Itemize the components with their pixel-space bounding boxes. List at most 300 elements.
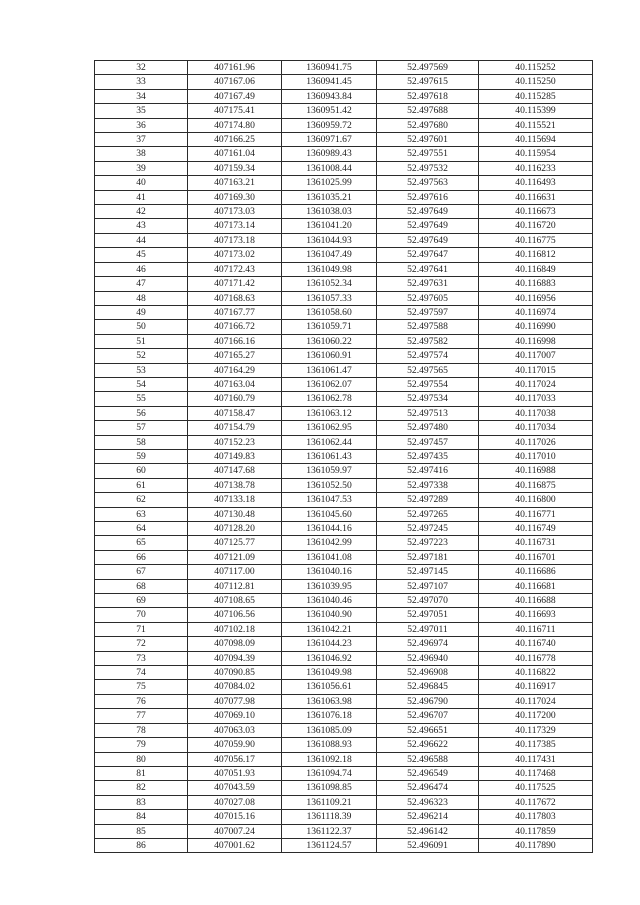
point-number-cell: 34	[95, 89, 188, 103]
longitude-cell: 40.117034	[479, 421, 593, 435]
latitude-cell: 52.496845	[377, 680, 479, 694]
point-number-cell: 71	[95, 622, 188, 636]
table-row	[95, 522, 593, 536]
longitude-cell: 40.117525	[479, 781, 593, 795]
point-number-cell: 51	[95, 334, 188, 348]
x-coordinate-cell: 407077.98	[188, 694, 282, 708]
y-coordinate-cell: 1361042.99	[282, 536, 377, 550]
y-coordinate-cell: 1361062.78	[282, 392, 377, 406]
y-coordinate-cell: 1361049.98	[282, 262, 377, 276]
y-coordinate-cell: 1361052.50	[282, 478, 377, 492]
y-coordinate-cell: 1361035.21	[282, 190, 377, 204]
y-coordinate-cell: 1361092.18	[282, 752, 377, 766]
latitude-cell: 52.497513	[377, 406, 479, 420]
y-coordinate-cell: 1361040.46	[282, 594, 377, 608]
point-number-cell: 70	[95, 608, 188, 622]
longitude-cell: 40.117038	[479, 406, 593, 420]
longitude-cell: 40.117385	[479, 738, 593, 752]
point-number-cell: 81	[95, 766, 188, 780]
longitude-cell: 40.115694	[479, 133, 593, 147]
x-coordinate-cell: 407125.77	[188, 536, 282, 550]
latitude-cell: 52.497649	[377, 219, 479, 233]
latitude-cell: 52.497223	[377, 536, 479, 550]
longitude-cell: 40.116681	[479, 579, 593, 593]
table-row	[95, 334, 593, 348]
table-row	[95, 435, 593, 449]
point-number-cell: 42	[95, 205, 188, 219]
latitude-cell: 52.497145	[377, 565, 479, 579]
table-row	[95, 680, 593, 694]
x-coordinate-cell: 407051.93	[188, 766, 282, 780]
latitude-cell: 52.496622	[377, 738, 479, 752]
longitude-cell: 40.115521	[479, 118, 593, 132]
table-row	[95, 305, 593, 319]
x-coordinate-cell: 407094.39	[188, 651, 282, 665]
longitude-cell: 40.116990	[479, 320, 593, 334]
y-coordinate-cell: 1361040.90	[282, 608, 377, 622]
table-row	[95, 118, 593, 132]
longitude-cell: 40.116800	[479, 493, 593, 507]
x-coordinate-cell: 407063.03	[188, 723, 282, 737]
latitude-cell: 52.496091	[377, 838, 479, 852]
point-number-cell: 39	[95, 161, 188, 175]
point-number-cell: 48	[95, 291, 188, 305]
longitude-cell: 40.117859	[479, 824, 593, 838]
table-row	[95, 637, 593, 651]
y-coordinate-cell: 1361062.44	[282, 435, 377, 449]
x-coordinate-cell: 407161.04	[188, 147, 282, 161]
latitude-cell: 52.497011	[377, 622, 479, 636]
point-number-cell: 49	[95, 305, 188, 319]
y-coordinate-cell: 1361124.57	[282, 838, 377, 852]
x-coordinate-cell: 407015.16	[188, 810, 282, 824]
x-coordinate-cell: 407102.18	[188, 622, 282, 636]
table-row	[95, 219, 593, 233]
table-row	[95, 781, 593, 795]
table-row	[95, 723, 593, 737]
longitude-cell: 40.116771	[479, 507, 593, 521]
y-coordinate-cell: 1361044.23	[282, 637, 377, 651]
y-coordinate-cell: 1361094.74	[282, 766, 377, 780]
x-coordinate-cell: 407173.03	[188, 205, 282, 219]
longitude-cell: 40.116849	[479, 262, 593, 276]
point-number-cell: 40	[95, 176, 188, 190]
table-row	[95, 277, 593, 291]
longitude-cell: 40.116233	[479, 161, 593, 175]
table-row	[95, 363, 593, 377]
point-number-cell: 53	[95, 363, 188, 377]
longitude-cell: 40.117024	[479, 377, 593, 391]
x-coordinate-cell: 407173.02	[188, 248, 282, 262]
longitude-cell: 40.117200	[479, 709, 593, 723]
latitude-cell: 52.496651	[377, 723, 479, 737]
y-coordinate-cell: 1361059.71	[282, 320, 377, 334]
table-row	[95, 349, 593, 363]
latitude-cell: 52.497289	[377, 493, 479, 507]
x-coordinate-cell: 407147.68	[188, 464, 282, 478]
y-coordinate-cell: 1361058.60	[282, 305, 377, 319]
coordinates-table-body	[95, 61, 593, 853]
table-row	[95, 738, 593, 752]
y-coordinate-cell: 1361008.44	[282, 161, 377, 175]
table-row	[95, 392, 593, 406]
longitude-cell: 40.116686	[479, 565, 593, 579]
y-coordinate-cell: 1361049.98	[282, 666, 377, 680]
latitude-cell: 52.496974	[377, 637, 479, 651]
y-coordinate-cell: 1361122.37	[282, 824, 377, 838]
point-number-cell: 60	[95, 464, 188, 478]
longitude-cell: 40.116701	[479, 550, 593, 564]
point-number-cell: 61	[95, 478, 188, 492]
latitude-cell: 52.497534	[377, 392, 479, 406]
longitude-cell: 40.116812	[479, 248, 593, 262]
y-coordinate-cell: 1361088.93	[282, 738, 377, 752]
longitude-cell: 40.117033	[479, 392, 593, 406]
x-coordinate-cell: 407167.77	[188, 305, 282, 319]
latitude-cell: 52.497532	[377, 161, 479, 175]
x-coordinate-cell: 407069.10	[188, 709, 282, 723]
longitude-cell: 40.117890	[479, 838, 593, 852]
y-coordinate-cell: 1361052.34	[282, 277, 377, 291]
x-coordinate-cell: 407164.29	[188, 363, 282, 377]
point-number-cell: 43	[95, 219, 188, 233]
latitude-cell: 52.497649	[377, 233, 479, 247]
point-number-cell: 33	[95, 75, 188, 89]
longitude-cell: 40.117431	[479, 752, 593, 766]
point-number-cell: 72	[95, 637, 188, 651]
table-row	[95, 795, 593, 809]
point-number-cell: 50	[95, 320, 188, 334]
y-coordinate-cell: 1361044.16	[282, 522, 377, 536]
latitude-cell: 52.497615	[377, 75, 479, 89]
point-number-cell: 36	[95, 118, 188, 132]
longitude-cell: 40.115399	[479, 104, 593, 118]
y-coordinate-cell: 1361041.08	[282, 550, 377, 564]
latitude-cell: 52.497416	[377, 464, 479, 478]
x-coordinate-cell: 407106.56	[188, 608, 282, 622]
longitude-cell: 40.117329	[479, 723, 593, 737]
y-coordinate-cell: 1361025.99	[282, 176, 377, 190]
table-row	[95, 464, 593, 478]
point-number-cell: 85	[95, 824, 188, 838]
y-coordinate-cell: 1361062.07	[282, 377, 377, 391]
latitude-cell: 52.496214	[377, 810, 479, 824]
latitude-cell: 52.497680	[377, 118, 479, 132]
x-coordinate-cell: 407166.25	[188, 133, 282, 147]
x-coordinate-cell: 407167.06	[188, 75, 282, 89]
y-coordinate-cell: 1360959.72	[282, 118, 377, 132]
table-row	[95, 838, 593, 852]
point-number-cell: 55	[95, 392, 188, 406]
point-number-cell: 69	[95, 594, 188, 608]
latitude-cell: 52.497107	[377, 579, 479, 593]
table-row	[95, 594, 593, 608]
y-coordinate-cell: 1361060.91	[282, 349, 377, 363]
point-number-cell: 74	[95, 666, 188, 680]
point-number-cell: 76	[95, 694, 188, 708]
table-row	[95, 694, 593, 708]
point-number-cell: 58	[95, 435, 188, 449]
longitude-cell: 40.115285	[479, 89, 593, 103]
latitude-cell: 52.497245	[377, 522, 479, 536]
longitude-cell: 40.117468	[479, 766, 593, 780]
point-number-cell: 56	[95, 406, 188, 420]
latitude-cell: 52.497618	[377, 89, 479, 103]
table-row	[95, 176, 593, 190]
latitude-cell: 52.497563	[377, 176, 479, 190]
x-coordinate-cell: 407152.23	[188, 435, 282, 449]
latitude-cell: 52.497265	[377, 507, 479, 521]
point-number-cell: 79	[95, 738, 188, 752]
y-coordinate-cell: 1360941.75	[282, 61, 377, 75]
table-row	[95, 291, 593, 305]
x-coordinate-cell: 407167.49	[188, 89, 282, 103]
point-number-cell: 73	[95, 651, 188, 665]
table-row	[95, 507, 593, 521]
longitude-cell: 40.116917	[479, 680, 593, 694]
longitude-cell: 40.115954	[479, 147, 593, 161]
y-coordinate-cell: 1361041.20	[282, 219, 377, 233]
longitude-cell: 40.116998	[479, 334, 593, 348]
point-number-cell: 68	[95, 579, 188, 593]
x-coordinate-cell: 407171.42	[188, 277, 282, 291]
x-coordinate-cell: 407043.59	[188, 781, 282, 795]
latitude-cell: 52.497601	[377, 133, 479, 147]
x-coordinate-cell: 407056.17	[188, 752, 282, 766]
point-number-cell: 38	[95, 147, 188, 161]
latitude-cell: 52.497457	[377, 435, 479, 449]
longitude-cell: 40.117026	[479, 435, 593, 449]
x-coordinate-cell: 407161.96	[188, 61, 282, 75]
x-coordinate-cell: 407027.08	[188, 795, 282, 809]
longitude-cell: 40.116822	[479, 666, 593, 680]
latitude-cell: 52.497070	[377, 594, 479, 608]
y-coordinate-cell: 1361044.93	[282, 233, 377, 247]
latitude-cell: 52.497338	[377, 478, 479, 492]
point-number-cell: 32	[95, 61, 188, 75]
table-row	[95, 666, 593, 680]
coordinates-table	[94, 60, 593, 853]
longitude-cell: 40.116631	[479, 190, 593, 204]
point-number-cell: 64	[95, 522, 188, 536]
x-coordinate-cell: 407163.04	[188, 377, 282, 391]
longitude-cell: 40.116731	[479, 536, 593, 550]
table-row	[95, 421, 593, 435]
table-row	[95, 493, 593, 507]
y-coordinate-cell: 1360943.84	[282, 89, 377, 103]
table-row	[95, 579, 593, 593]
point-number-cell: 35	[95, 104, 188, 118]
table-row	[95, 478, 593, 492]
x-coordinate-cell: 407098.09	[188, 637, 282, 651]
point-number-cell: 75	[95, 680, 188, 694]
point-number-cell: 44	[95, 233, 188, 247]
longitude-cell: 40.117010	[479, 449, 593, 463]
y-coordinate-cell: 1361056.61	[282, 680, 377, 694]
x-coordinate-cell: 407059.90	[188, 738, 282, 752]
y-coordinate-cell: 1361039.95	[282, 579, 377, 593]
latitude-cell: 52.497554	[377, 377, 479, 391]
latitude-cell: 52.496588	[377, 752, 479, 766]
table-row	[95, 104, 593, 118]
x-coordinate-cell: 407149.83	[188, 449, 282, 463]
x-coordinate-cell: 407169.30	[188, 190, 282, 204]
longitude-cell: 40.115252	[479, 61, 593, 75]
latitude-cell: 52.496549	[377, 766, 479, 780]
longitude-cell: 40.117803	[479, 810, 593, 824]
y-coordinate-cell: 1361085.09	[282, 723, 377, 737]
point-number-cell: 84	[95, 810, 188, 824]
latitude-cell: 52.496474	[377, 781, 479, 795]
y-coordinate-cell: 1360941.45	[282, 75, 377, 89]
point-number-cell: 83	[95, 795, 188, 809]
table-row	[95, 61, 593, 75]
table-row	[95, 536, 593, 550]
x-coordinate-cell: 407112.81	[188, 579, 282, 593]
point-number-cell: 45	[95, 248, 188, 262]
y-coordinate-cell: 1361038.03	[282, 205, 377, 219]
table-row	[95, 377, 593, 391]
y-coordinate-cell: 1361076.18	[282, 709, 377, 723]
latitude-cell: 52.497641	[377, 262, 479, 276]
y-coordinate-cell: 1361109.21	[282, 795, 377, 809]
y-coordinate-cell: 1361045.60	[282, 507, 377, 521]
point-number-cell: 47	[95, 277, 188, 291]
x-coordinate-cell: 407117.00	[188, 565, 282, 579]
latitude-cell: 52.497551	[377, 147, 479, 161]
x-coordinate-cell: 407165.27	[188, 349, 282, 363]
point-number-cell: 82	[95, 781, 188, 795]
latitude-cell: 52.497647	[377, 248, 479, 262]
latitude-cell: 52.496940	[377, 651, 479, 665]
table-row	[95, 133, 593, 147]
longitude-cell: 40.117024	[479, 694, 593, 708]
longitude-cell: 40.117015	[479, 363, 593, 377]
longitude-cell: 40.117007	[479, 349, 593, 363]
longitude-cell: 40.116493	[479, 176, 593, 190]
longitude-cell: 40.116775	[479, 233, 593, 247]
latitude-cell: 52.496908	[377, 666, 479, 680]
latitude-cell: 52.497181	[377, 550, 479, 564]
longitude-cell: 40.115250	[479, 75, 593, 89]
table-row	[95, 550, 593, 564]
x-coordinate-cell: 407166.16	[188, 334, 282, 348]
y-coordinate-cell: 1361062.95	[282, 421, 377, 435]
y-coordinate-cell: 1361060.22	[282, 334, 377, 348]
y-coordinate-cell: 1361061.47	[282, 363, 377, 377]
latitude-cell: 52.497616	[377, 190, 479, 204]
point-number-cell: 37	[95, 133, 188, 147]
table-row	[95, 320, 593, 334]
latitude-cell: 52.497588	[377, 320, 479, 334]
latitude-cell: 52.497435	[377, 449, 479, 463]
table-row	[95, 565, 593, 579]
table-row	[95, 205, 593, 219]
table-row	[95, 262, 593, 276]
point-number-cell: 65	[95, 536, 188, 550]
table-row	[95, 449, 593, 463]
point-number-cell: 67	[95, 565, 188, 579]
longitude-cell: 40.117672	[479, 795, 593, 809]
x-coordinate-cell: 407168.63	[188, 291, 282, 305]
table-row	[95, 147, 593, 161]
y-coordinate-cell: 1361063.12	[282, 406, 377, 420]
y-coordinate-cell: 1361047.53	[282, 493, 377, 507]
y-coordinate-cell: 1361040.16	[282, 565, 377, 579]
x-coordinate-cell: 407130.48	[188, 507, 282, 521]
table-row	[95, 233, 593, 247]
latitude-cell: 52.497582	[377, 334, 479, 348]
latitude-cell: 52.497051	[377, 608, 479, 622]
longitude-cell: 40.116974	[479, 305, 593, 319]
point-number-cell: 86	[95, 838, 188, 852]
table-row	[95, 89, 593, 103]
y-coordinate-cell: 1360951.42	[282, 104, 377, 118]
longitude-cell: 40.116875	[479, 478, 593, 492]
y-coordinate-cell: 1361061.43	[282, 449, 377, 463]
x-coordinate-cell: 407173.18	[188, 233, 282, 247]
x-coordinate-cell: 407121.09	[188, 550, 282, 564]
longitude-cell: 40.116688	[479, 594, 593, 608]
latitude-cell: 52.496707	[377, 709, 479, 723]
x-coordinate-cell: 407172.43	[188, 262, 282, 276]
point-number-cell: 77	[95, 709, 188, 723]
latitude-cell: 52.496142	[377, 824, 479, 838]
point-number-cell: 63	[95, 507, 188, 521]
table-row	[95, 75, 593, 89]
point-number-cell: 59	[95, 449, 188, 463]
table-row	[95, 824, 593, 838]
x-coordinate-cell: 407154.79	[188, 421, 282, 435]
point-number-cell: 62	[95, 493, 188, 507]
y-coordinate-cell: 1361118.39	[282, 810, 377, 824]
latitude-cell: 52.496790	[377, 694, 479, 708]
table-row	[95, 161, 593, 175]
table-row	[95, 766, 593, 780]
longitude-cell: 40.116956	[479, 291, 593, 305]
latitude-cell: 52.497565	[377, 363, 479, 377]
latitude-cell: 52.497688	[377, 104, 479, 118]
latitude-cell: 52.497649	[377, 205, 479, 219]
table-row	[95, 406, 593, 420]
x-coordinate-cell: 407133.18	[188, 493, 282, 507]
longitude-cell: 40.116740	[479, 637, 593, 651]
x-coordinate-cell: 407138.78	[188, 478, 282, 492]
x-coordinate-cell: 407128.20	[188, 522, 282, 536]
latitude-cell: 52.497569	[377, 61, 479, 75]
latitude-cell: 52.497574	[377, 349, 479, 363]
x-coordinate-cell: 407084.02	[188, 680, 282, 694]
latitude-cell: 52.497605	[377, 291, 479, 305]
longitude-cell: 40.116749	[479, 522, 593, 536]
x-coordinate-cell: 407163.21	[188, 176, 282, 190]
x-coordinate-cell: 407108.65	[188, 594, 282, 608]
x-coordinate-cell: 407160.79	[188, 392, 282, 406]
point-number-cell: 54	[95, 377, 188, 391]
table-row	[95, 709, 593, 723]
point-number-cell: 66	[95, 550, 188, 564]
x-coordinate-cell: 407158.47	[188, 406, 282, 420]
y-coordinate-cell: 1361042.21	[282, 622, 377, 636]
longitude-cell: 40.116883	[479, 277, 593, 291]
longitude-cell: 40.116693	[479, 608, 593, 622]
longitude-cell: 40.116720	[479, 219, 593, 233]
y-coordinate-cell: 1361098.85	[282, 781, 377, 795]
table-row	[95, 651, 593, 665]
x-coordinate-cell: 407173.14	[188, 219, 282, 233]
latitude-cell: 52.497480	[377, 421, 479, 435]
y-coordinate-cell: 1361063.98	[282, 694, 377, 708]
